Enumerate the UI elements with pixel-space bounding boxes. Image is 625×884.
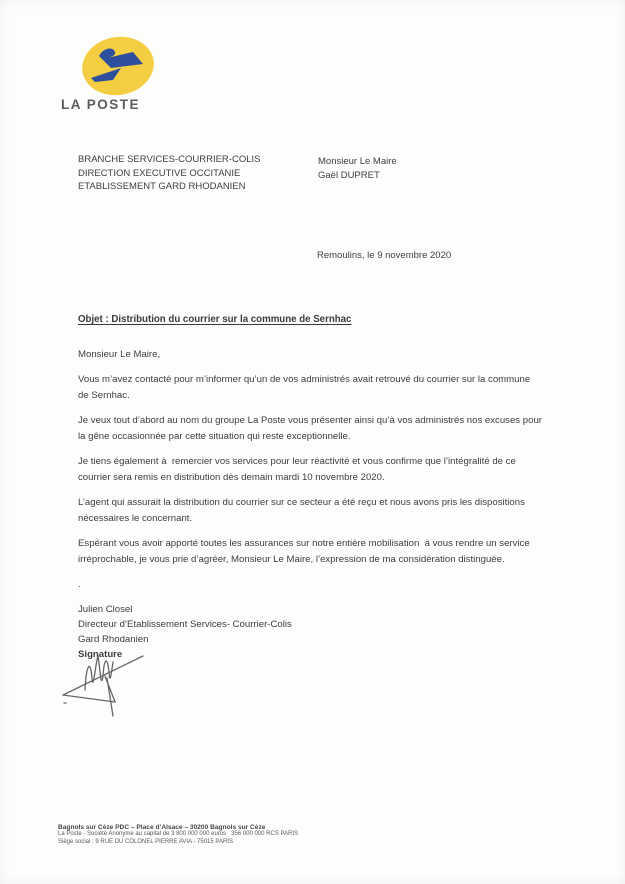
text-line: BRANCHE SERVICES-COURRIER-COLIS xyxy=(78,154,261,165)
text-line: nécessaires le concernant. xyxy=(78,513,193,524)
text-line: Gard Rhodanien xyxy=(78,634,149,645)
text-line: DIRECTION EXECUTIVE OCCITANIE xyxy=(78,167,241,179)
text-line: Je veux tout d’abord au nom du groupe La Poste vous présenter ainsi qu’à vos administrés nos excuses pour xyxy=(78,415,542,426)
handwritten-signature xyxy=(52,645,172,730)
paragraph xyxy=(78,372,598,404)
text-line: ETABLISSEMENT GARD RHODANIEN xyxy=(78,181,246,192)
paragraph xyxy=(78,454,598,486)
footer-block xyxy=(58,824,298,846)
text-line: . xyxy=(78,579,81,590)
text-line: Julien Closel xyxy=(78,604,133,615)
paragraph xyxy=(78,536,598,568)
footer-address: Bagnols sur Cèze PDC – Place d’Alsace – 30200 Bagnols sur Cèze xyxy=(58,824,266,831)
paragraph xyxy=(78,577,598,593)
text-line: Je tiens également à remercier vos services pour leur réactivité et vous confirme que l’intégralité de ce xyxy=(78,456,516,467)
footer-siege: Siège social : 9 RUE DU COLONEL PIERRE AVIA - 75015 PARIS xyxy=(58,838,233,845)
signature-label: Signature xyxy=(78,649,123,660)
text-line: Monsieur Le Maire xyxy=(318,156,397,167)
text-line: Monsieur Le Maire, xyxy=(78,349,161,360)
text-line: irréprochable, je vous prie d’agréer, Monsieur Le Maire, l’expression de ma considération distinguée. xyxy=(78,554,505,565)
paragraph xyxy=(78,495,598,527)
laposte-logo-wordmark: LA POSTE xyxy=(61,97,141,112)
text-line: Gaël DUPRET xyxy=(318,169,380,181)
paragraph xyxy=(78,347,598,363)
text-line: la gêne occasionnée par cette situation qui reste exceptionnelle. xyxy=(78,431,351,442)
sender-block xyxy=(78,153,260,194)
text-line: courrier sera remis en distribution dès demain mardi 10 novembre 2020. xyxy=(78,472,385,483)
letter-body xyxy=(78,347,598,602)
text-line: de Sernhac. xyxy=(78,390,130,401)
footer-legal: La Poste - Société Anonyme au capital de 3 800 000 000 euros 356 000 000 RCS PARIS xyxy=(58,831,299,838)
text-line: L’agent qui assurait la distribution du courrier sur ce secteur a été reçu et nous avons pris les dispositions xyxy=(78,497,525,508)
text-line: Directeur d’Etablissement Services- Courrier-Colis xyxy=(78,619,292,630)
dateline: Remoulins, le 9 novembre 2020 xyxy=(317,250,452,261)
text-line: Vous m’avez contacté pour m’informer qu’un de vos administrés avait retrouvé du courrier sur la commune xyxy=(78,374,531,385)
text-line: Espérant vous avoir apporté toutes les assurances sur notre entière mobilisation à vous rendre un service xyxy=(78,538,530,549)
paragraph xyxy=(78,413,598,445)
recipient-block xyxy=(318,155,397,182)
signature-lines xyxy=(78,602,292,647)
subject-line: Objet : Distribution du courrier sur la commune de Sernhac xyxy=(78,314,352,325)
